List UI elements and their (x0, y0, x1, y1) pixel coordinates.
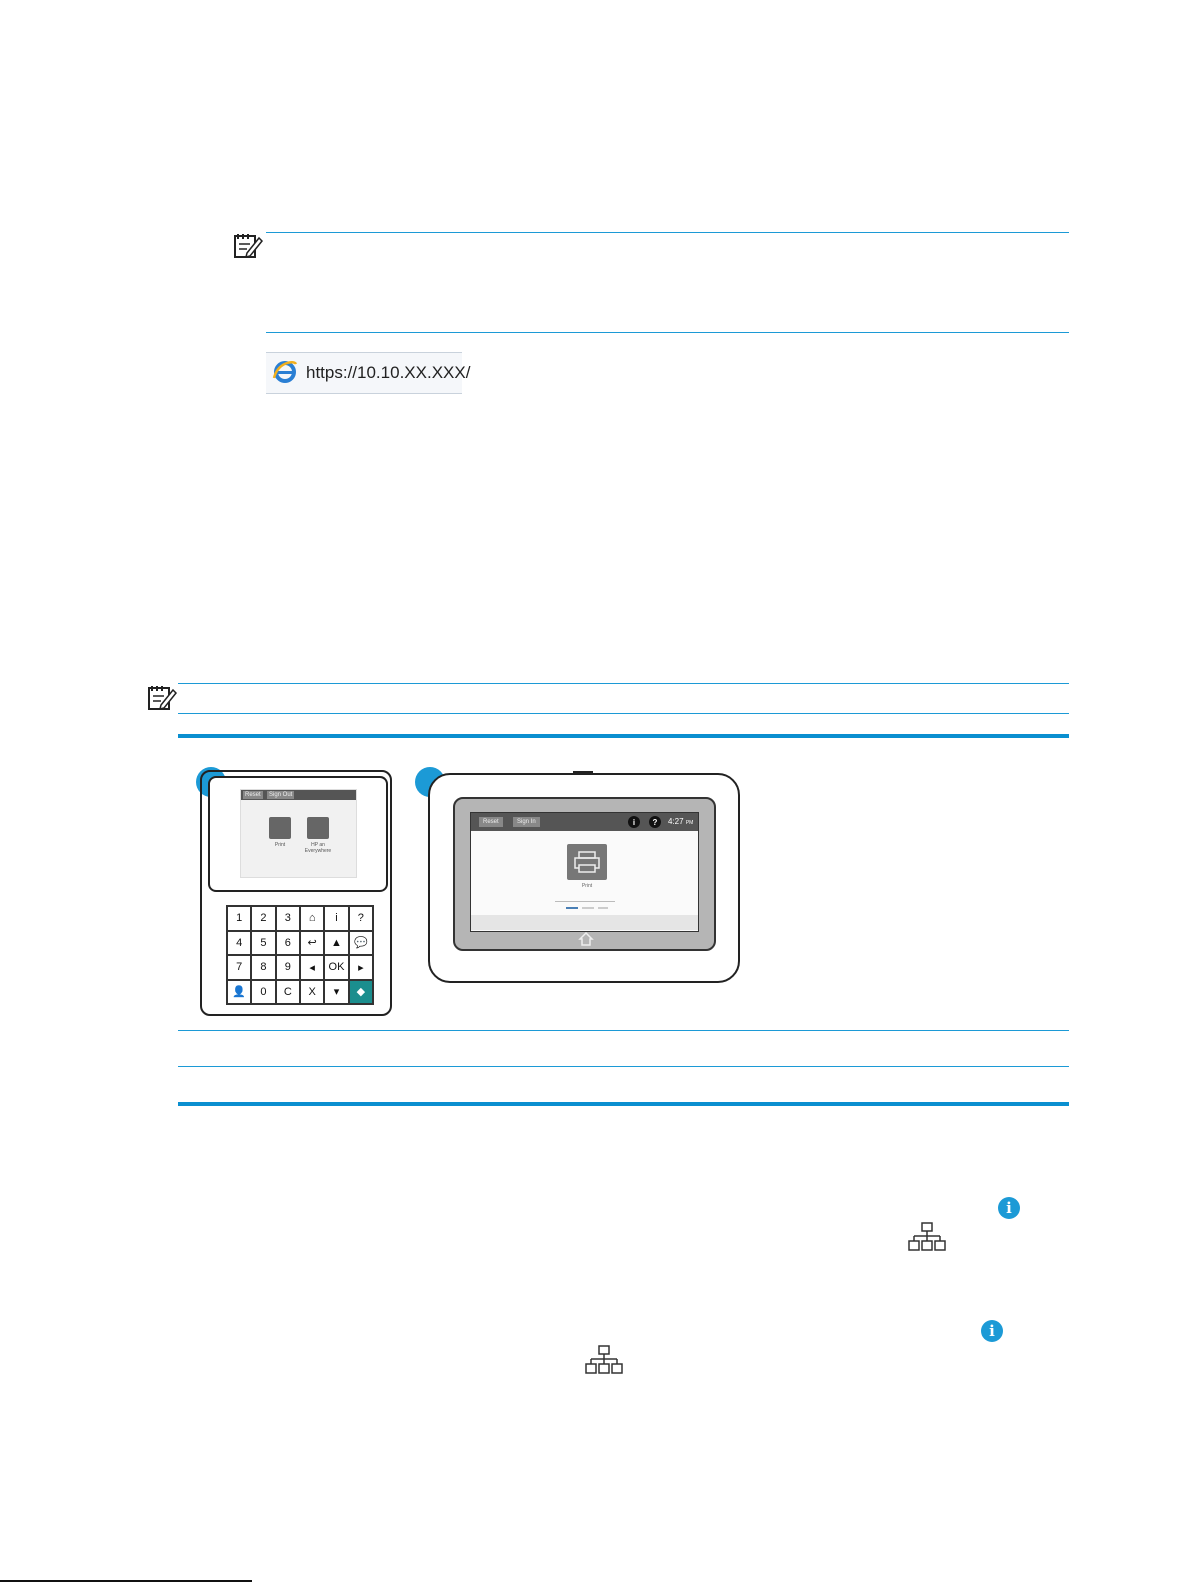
url-text: https://10.10.XX.XXX/ (306, 363, 471, 382)
keypad (226, 905, 374, 1005)
touchscreen-divider (555, 901, 615, 902)
key-8: 8 (251, 955, 275, 980)
keypad-screen-topbar (241, 790, 356, 800)
back-key: ↩ (300, 931, 324, 956)
ok-key: OK (324, 955, 348, 980)
page-dot (582, 907, 594, 909)
print-tile-label: Print (274, 842, 286, 848)
note2-bottom-rule (178, 713, 1069, 714)
key-5: 5 (251, 931, 275, 956)
touchscreen-reset-button: Reset (479, 817, 503, 827)
key-7: 7 (227, 955, 251, 980)
touchscreen-clock: 4:27 PM (668, 817, 694, 826)
right-key: ▸ (349, 955, 373, 980)
left-key: ◂ (300, 955, 324, 980)
hp-eprint-tile (307, 817, 329, 839)
up-key: ▲ (324, 931, 348, 956)
footer-rule (0, 1580, 252, 1582)
network-icon (908, 1222, 946, 1257)
message-key: 💬 (349, 931, 373, 956)
key-3: 3 (276, 906, 300, 931)
touchscreen-display (470, 812, 699, 932)
key-1: 1 (227, 906, 251, 931)
note2-top-rule (178, 683, 1069, 684)
note-bottom-rule (266, 332, 1069, 333)
touchscreen-print-tile (567, 844, 607, 880)
information-icon-2: i (981, 1320, 1003, 1342)
network-icon-2 (585, 1345, 623, 1380)
note-icon-2 (147, 684, 177, 717)
down-key: ▾ (324, 980, 348, 1005)
hp-eprint-tile-label: HP an Everywhere (304, 842, 332, 854)
keypad-reset-tab: Reset (245, 792, 261, 798)
key-4: 4 (227, 931, 251, 956)
home-key: ⌂ (300, 906, 324, 931)
keypad-screen (240, 789, 357, 878)
help-key: ? (349, 906, 373, 931)
key-0: 0 (251, 980, 275, 1005)
page-dot-active (566, 907, 578, 909)
key-6: 6 (276, 931, 300, 956)
touchscreen-clock-suffix: PM (685, 820, 694, 826)
page-dot (598, 907, 608, 909)
ie-browser-icon (272, 358, 298, 389)
touchscreen-signin-button: Sign In (513, 817, 540, 827)
figure-row-rule-2 (178, 1066, 1069, 1067)
figure-row-rule-1 (178, 1030, 1069, 1031)
print-tile (269, 817, 291, 839)
keypad-signout-tab: Sign Out (269, 792, 293, 798)
note-icon (233, 232, 263, 265)
start-key: ◆ (349, 980, 373, 1005)
key-9: 9 (276, 955, 300, 980)
touchscreen-print-label: Print (581, 883, 593, 889)
touchscreen-top-notch (573, 771, 593, 774)
touchscreen-bottom-bar (471, 915, 698, 930)
touchscreen-topbar (471, 813, 698, 831)
information-icon: i (998, 1197, 1020, 1219)
browser-address-bar (266, 352, 471, 394)
stop-key: X (300, 980, 324, 1005)
printer-icon (567, 844, 607, 880)
user-key: 👤 (227, 980, 251, 1005)
note-top-rule (266, 232, 1069, 233)
touchscreen-info-icon: i (628, 816, 640, 828)
key-2: 2 (251, 906, 275, 931)
figure-table-top-rule (178, 734, 1069, 738)
figure-table-bottom-rule (178, 1102, 1069, 1106)
touchscreen-help-icon: ? (649, 816, 661, 828)
info-key: i (324, 906, 348, 931)
home-icon (578, 932, 594, 951)
clear-key: C (276, 980, 300, 1005)
